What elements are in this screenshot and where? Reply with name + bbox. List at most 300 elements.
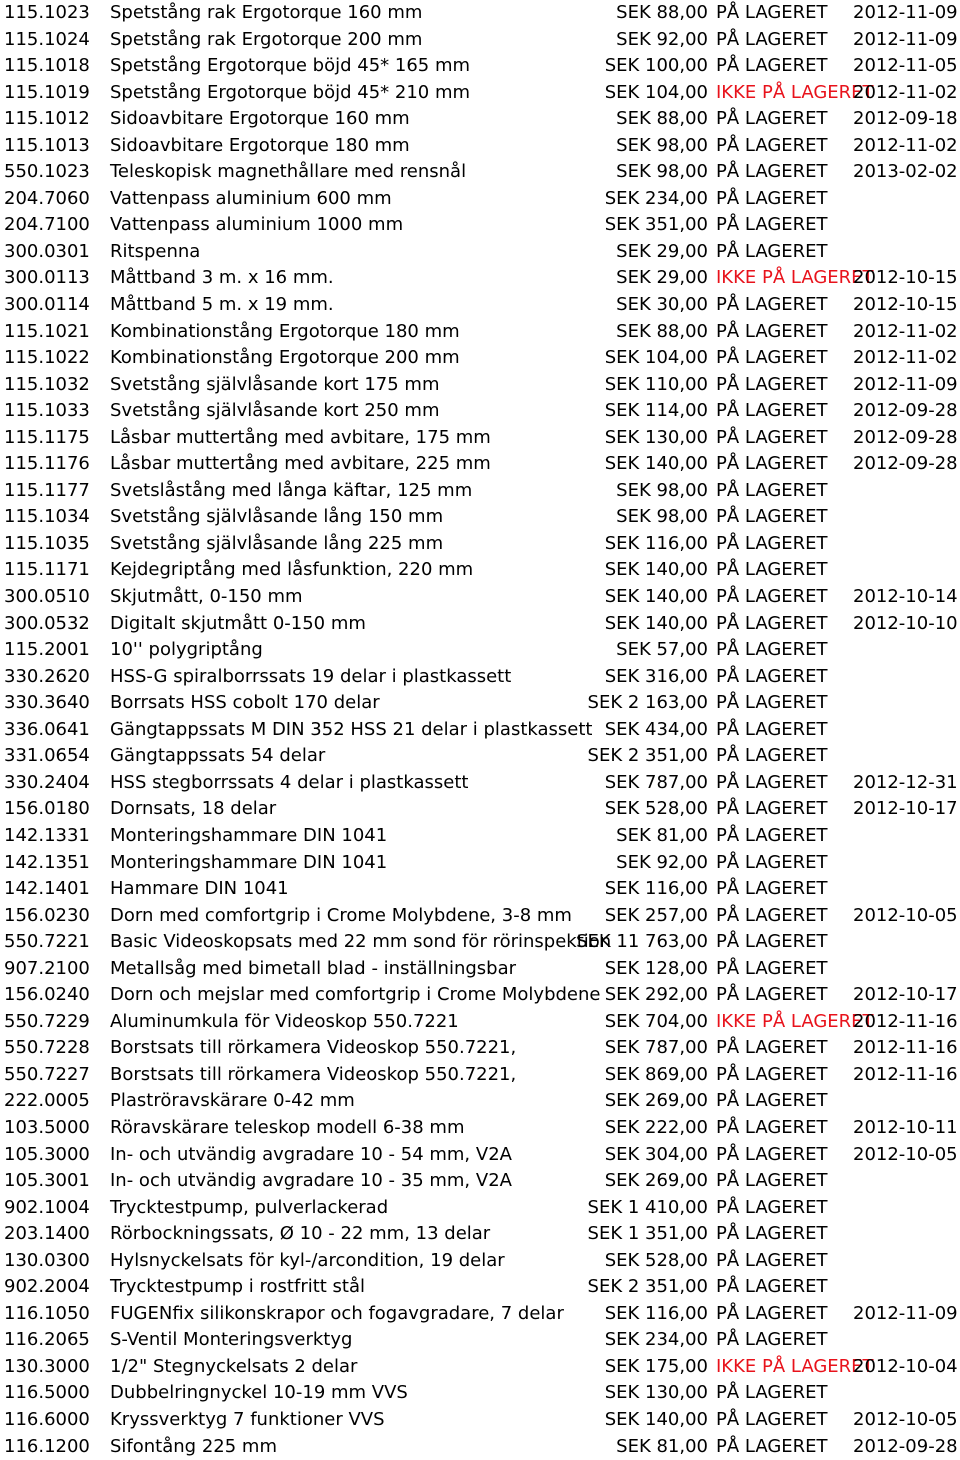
delivery-date: 2012-10-15 (853, 294, 958, 316)
product-name: Sifontång 225 mm (110, 1435, 277, 1457)
delivery-date: 2012-11-09 (853, 2, 958, 23)
product-price: SEK 140,00 (604, 559, 708, 581)
delivery-date: 2012-11-02 (853, 347, 958, 369)
product-name: Svetstång självlåsande kort 250 mm (110, 400, 440, 422)
product-name: HSS stegborrssats 4 delar i plastkassett (110, 771, 469, 793)
product-code: 156.0240 (4, 984, 90, 1006)
product-price: SEK 292,00 (604, 984, 708, 1006)
product-code: 300.0532 (4, 612, 90, 634)
stock-status: PÅ LAGERET (716, 1249, 828, 1271)
stock-status: PÅ LAGERET (716, 1276, 828, 1298)
product-code: 907.2100 (4, 957, 90, 979)
product-code: 103.5000 (4, 1116, 90, 1138)
product-price: SEK 116,00 (604, 1302, 708, 1324)
product-code: 550.7227 (4, 1063, 90, 1085)
product-row (0, 770, 960, 797)
product-name: Sidoavbitare Ergotorque 180 mm (110, 134, 410, 156)
product-price: SEK 98,00 (616, 479, 708, 501)
product-code: 204.7060 (4, 187, 90, 209)
product-price: SEK 2 351,00 (587, 745, 708, 767)
product-price: SEK 704,00 (604, 1010, 708, 1032)
product-row (0, 239, 960, 266)
product-row (0, 80, 960, 107)
product-row (0, 850, 960, 877)
product-price: SEK 81,00 (616, 1435, 708, 1457)
delivery-date: 2012-11-16 (853, 1010, 958, 1032)
product-code: 115.1035 (4, 532, 90, 554)
product-row (0, 929, 960, 956)
product-name: In- och utvändig avgradare 10 - 54 mm, V2A (110, 1143, 512, 1165)
stock-status: PÅ LAGERET (716, 1223, 828, 1245)
stock-status: PÅ LAGERET (716, 108, 828, 130)
product-name: Monteringshammare DIN 1041 (110, 824, 388, 846)
product-price: SEK 787,00 (604, 771, 708, 793)
product-row (0, 584, 960, 611)
product-row (0, 982, 960, 1009)
stock-status: PÅ LAGERET (716, 957, 828, 979)
stock-status: PÅ LAGERET (716, 1143, 828, 1165)
product-price: SEK 140,00 (604, 612, 708, 634)
product-name: Sidoavbitare Ergotorque 160 mm (110, 108, 410, 130)
stock-status: PÅ LAGERET (716, 373, 828, 395)
product-name: Dubbelringnyckel 10-19 mm VVS (110, 1382, 408, 1404)
stock-status: PÅ LAGERET (716, 745, 828, 767)
product-name: Vattenpass aluminium 1000 mm (110, 214, 404, 236)
product-name: Spetstång Ergotorque böjd 45* 165 mm (110, 55, 471, 77)
product-price: SEK 88,00 (616, 320, 708, 342)
product-row (0, 212, 960, 239)
stock-status: PÅ LAGERET (716, 161, 828, 183)
stock-status: PÅ LAGERET (716, 1170, 828, 1192)
stock-status: PÅ LAGERET (716, 665, 828, 687)
stock-status: PÅ LAGERET (716, 692, 828, 714)
product-row (0, 1168, 960, 1195)
product-code: 330.2620 (4, 665, 90, 687)
stock-status: PÅ LAGERET (716, 1382, 828, 1404)
delivery-date: 2012-09-18 (853, 108, 958, 130)
product-row (0, 903, 960, 930)
product-price: SEK 116,00 (604, 878, 708, 900)
product-row (0, 372, 960, 399)
product-code: 550.7229 (4, 1010, 90, 1032)
product-code: 130.0300 (4, 1249, 90, 1271)
product-code: 115.1175 (4, 426, 90, 448)
product-price: SEK 269,00 (604, 1090, 708, 1112)
product-row (0, 265, 960, 292)
product-name: Trycktestpump, pulverlackerad (110, 1196, 389, 1218)
delivery-date: 2012-11-09 (853, 28, 958, 50)
product-code: 115.1171 (4, 559, 90, 581)
product-price: SEK 88,00 (616, 2, 708, 23)
product-name: Spetstång rak Ergotorque 160 mm (110, 2, 423, 23)
product-row (0, 159, 960, 186)
stock-status: PÅ LAGERET (716, 612, 828, 634)
delivery-date: 2012-11-02 (853, 81, 958, 103)
delivery-date: 2012-11-02 (853, 320, 958, 342)
product-row (0, 611, 960, 638)
stock-status: PÅ LAGERET (716, 453, 828, 475)
product-row (0, 0, 960, 27)
product-name: FUGENfix silikonskrapor och fogavgradare, 7 delar (110, 1302, 564, 1324)
product-row (0, 1301, 960, 1328)
delivery-date: 2012-10-15 (853, 267, 958, 289)
stock-status: IKKE PÅ LAGERET (716, 81, 874, 103)
stock-status: PÅ LAGERET (716, 771, 828, 793)
product-code: 550.7228 (4, 1037, 90, 1059)
product-price: SEK 528,00 (604, 798, 708, 820)
product-price: SEK 88,00 (616, 108, 708, 130)
product-code: 105.3000 (4, 1143, 90, 1165)
stock-status: PÅ LAGERET (716, 1090, 828, 1112)
product-name: Spetstång Ergotorque böjd 45* 210 mm (110, 81, 471, 103)
product-price: SEK 434,00 (604, 718, 708, 740)
stock-status: PÅ LAGERET (716, 400, 828, 422)
product-code: 115.1024 (4, 28, 90, 50)
product-price: SEK 175,00 (604, 1355, 708, 1377)
stock-status: PÅ LAGERET (716, 824, 828, 846)
product-price: SEK 269,00 (604, 1170, 708, 1192)
stock-status: PÅ LAGERET (716, 1408, 828, 1430)
delivery-date: 2012-10-05 (853, 1143, 958, 1165)
delivery-date: 2012-11-16 (853, 1063, 958, 1085)
product-row (0, 186, 960, 213)
stock-status: PÅ LAGERET (716, 1116, 828, 1138)
product-name: Svetstång självlåsande kort 175 mm (110, 373, 440, 395)
product-row (0, 956, 960, 983)
product-name: Svetslåstång med långa käftar, 125 mm (110, 479, 473, 501)
product-name: Måttband 5 m. x 19 mm. (110, 294, 334, 316)
product-name: Kombinationstång Ergotorque 200 mm (110, 347, 460, 369)
stock-status: PÅ LAGERET (716, 134, 828, 156)
product-row (0, 1274, 960, 1301)
product-row (0, 292, 960, 319)
product-code: 105.3001 (4, 1170, 90, 1192)
stock-status: PÅ LAGERET (716, 931, 828, 953)
product-price: SEK 2 351,00 (587, 1276, 708, 1298)
stock-status: PÅ LAGERET (716, 347, 828, 369)
stock-status: PÅ LAGERET (716, 55, 828, 77)
product-name: Gängtappssats 54 delar (110, 745, 326, 767)
product-code: 300.0301 (4, 240, 90, 262)
product-row (0, 106, 960, 133)
product-name: HSS-G spiralborrssats 19 delar i plastkassett (110, 665, 512, 687)
product-row (0, 637, 960, 664)
product-row (0, 1248, 960, 1275)
product-row (0, 504, 960, 531)
product-code: 142.1351 (4, 851, 90, 873)
delivery-date: 2012-12-31 (853, 771, 958, 793)
delivery-date: 2012-11-02 (853, 134, 958, 156)
product-row (0, 1115, 960, 1142)
product-name: Dorn och mejslar med comfortgrip i Crome Molybdene (110, 984, 601, 1006)
product-row (0, 823, 960, 850)
product-row (0, 796, 960, 823)
delivery-date: 2012-10-05 (853, 904, 958, 926)
product-code: 550.7221 (4, 931, 90, 953)
product-code: 115.1033 (4, 400, 90, 422)
product-price: SEK 1 410,00 (587, 1196, 708, 1218)
product-price: SEK 234,00 (604, 1329, 708, 1351)
product-code: 300.0114 (4, 294, 90, 316)
delivery-date: 2012-09-28 (853, 453, 958, 475)
product-name: Vattenpass aluminium 600 mm (110, 187, 392, 209)
stock-status: PÅ LAGERET (716, 479, 828, 501)
product-price: SEK 114,00 (604, 400, 708, 422)
product-price: SEK 98,00 (616, 161, 708, 183)
product-code: 115.1034 (4, 506, 90, 528)
stock-status: IKKE PÅ LAGERET (716, 1010, 874, 1032)
product-code: 203.1400 (4, 1223, 90, 1245)
product-code: 222.0005 (4, 1090, 90, 1112)
product-price: SEK 57,00 (616, 639, 708, 661)
product-price: SEK 257,00 (604, 904, 708, 926)
product-code: 550.1023 (4, 161, 90, 183)
product-name: Borrsats HSS cobolt 170 delar (110, 692, 380, 714)
product-code: 116.2065 (4, 1329, 90, 1351)
stock-status: PÅ LAGERET (716, 1329, 828, 1351)
stock-status: PÅ LAGERET (716, 586, 828, 608)
product-row (0, 717, 960, 744)
product-name: Metallsåg med bimetall blad - inställningsbar (110, 957, 517, 979)
product-name: Plaströravskärare 0-42 mm (110, 1090, 355, 1112)
stock-status: PÅ LAGERET (716, 1435, 828, 1457)
product-price: SEK 316,00 (604, 665, 708, 687)
product-row (0, 1434, 960, 1460)
product-row (0, 1195, 960, 1222)
product-name: Måttband 3 m. x 16 mm. (110, 267, 334, 289)
product-price: SEK 116,00 (604, 532, 708, 554)
stock-status: IKKE PÅ LAGERET (716, 1355, 874, 1377)
product-price: SEK 104,00 (604, 347, 708, 369)
product-name: Teleskopisk magnethållare med rensnål (110, 161, 467, 183)
product-code: 115.1023 (4, 2, 90, 23)
stock-status: PÅ LAGERET (716, 798, 828, 820)
delivery-date: 2012-10-17 (853, 798, 958, 820)
product-code: 116.1050 (4, 1302, 90, 1324)
product-code: 902.2004 (4, 1276, 90, 1298)
delivery-date: 2012-11-09 (853, 1302, 958, 1324)
product-code: 115.1177 (4, 479, 90, 501)
delivery-date: 2012-10-10 (853, 612, 958, 634)
product-name: Rörbockningssats, Ø 10 - 22 mm, 13 delar (110, 1223, 491, 1245)
delivery-date: 2012-11-16 (853, 1037, 958, 1059)
product-row (0, 531, 960, 558)
delivery-date: 2012-09-28 (853, 1435, 958, 1457)
delivery-date: 2013-02-02 (853, 161, 958, 183)
product-name: Kejdegriptång med låsfunktion, 220 mm (110, 559, 474, 581)
product-code: 115.1021 (4, 320, 90, 342)
stock-status: PÅ LAGERET (716, 1196, 828, 1218)
stock-status: PÅ LAGERET (716, 28, 828, 50)
product-row (0, 1407, 960, 1434)
product-name: Borstsats till rörkamera Videoskop 550.7221, (110, 1063, 517, 1085)
product-code: 330.2404 (4, 771, 90, 793)
product-price: SEK 104,00 (604, 81, 708, 103)
product-name: Digitalt skjutmått 0-150 mm (110, 612, 366, 634)
product-row (0, 1088, 960, 1115)
stock-status: PÅ LAGERET (716, 240, 828, 262)
delivery-date: 2012-10-04 (853, 1355, 958, 1377)
product-price: SEK 140,00 (604, 1408, 708, 1430)
product-name: Monteringshammare DIN 1041 (110, 851, 388, 873)
product-code: 156.0230 (4, 904, 90, 926)
product-price: SEK 304,00 (604, 1143, 708, 1165)
product-price: SEK 140,00 (604, 453, 708, 475)
product-price: SEK 234,00 (604, 187, 708, 209)
product-code: 336.0641 (4, 718, 90, 740)
product-price: SEK 98,00 (616, 134, 708, 156)
stock-status: PÅ LAGERET (716, 2, 828, 23)
product-name: Spetstång rak Ergotorque 200 mm (110, 28, 423, 50)
product-price: SEK 140,00 (604, 586, 708, 608)
stock-status: PÅ LAGERET (716, 320, 828, 342)
product-row (0, 557, 960, 584)
product-row (0, 345, 960, 372)
product-row (0, 1142, 960, 1169)
product-row (0, 451, 960, 478)
product-price: SEK 92,00 (616, 28, 708, 50)
product-name: Basic Videoskopsats med 22 mm sond för rörinspektion (110, 931, 612, 953)
stock-status: PÅ LAGERET (716, 426, 828, 448)
product-code: 300.0113 (4, 267, 90, 289)
product-price: SEK 2 163,00 (587, 692, 708, 714)
product-code: 116.1200 (4, 1435, 90, 1457)
product-name: Kryssverktyg 7 funktioner VVS (110, 1408, 385, 1430)
product-name: Skjutmått, 0-150 mm (110, 586, 303, 608)
product-price: SEK 130,00 (604, 426, 708, 448)
product-row (0, 398, 960, 425)
product-name: Dorn med comfortgrip i Crome Molybdene, 3-8 mm (110, 904, 572, 926)
stock-status: PÅ LAGERET (716, 639, 828, 661)
stock-status: PÅ LAGERET (716, 878, 828, 900)
product-price: SEK 29,00 (616, 240, 708, 262)
product-price: SEK 100,00 (604, 55, 708, 77)
product-row (0, 1221, 960, 1248)
product-price: SEK 128,00 (604, 957, 708, 979)
product-row (0, 133, 960, 160)
product-code: 115.1176 (4, 453, 90, 475)
product-price: SEK 81,00 (616, 824, 708, 846)
delivery-date: 2012-09-28 (853, 400, 958, 422)
product-name: Låsbar muttertång med avbitare, 175 mm (110, 426, 491, 448)
product-row (0, 425, 960, 452)
product-row (0, 478, 960, 505)
product-name: Svetstång självlåsande lång 150 mm (110, 506, 444, 528)
product-price: SEK 869,00 (604, 1063, 708, 1085)
stock-status: PÅ LAGERET (716, 506, 828, 528)
product-price: SEK 92,00 (616, 851, 708, 873)
product-name: Röravskärare teleskop modell 6-38 mm (110, 1116, 465, 1138)
product-name: 1/2" Stegnyckelsats 2 delar (110, 1355, 358, 1377)
product-code: 300.0510 (4, 586, 90, 608)
product-name: Dornsats, 18 delar (110, 798, 277, 820)
product-row (0, 1354, 960, 1381)
product-code: 115.1013 (4, 134, 90, 156)
product-row (0, 319, 960, 346)
stock-status: PÅ LAGERET (716, 559, 828, 581)
stock-status: PÅ LAGERET (716, 294, 828, 316)
product-price: SEK 110,00 (604, 373, 708, 395)
product-price: SEK 29,00 (616, 267, 708, 289)
product-row (0, 743, 960, 770)
stock-status: PÅ LAGERET (716, 187, 828, 209)
product-code: 330.3640 (4, 692, 90, 714)
product-price: SEK 351,00 (604, 214, 708, 236)
product-row (0, 1327, 960, 1354)
product-price: SEK 98,00 (616, 506, 708, 528)
product-price: SEK 1 351,00 (587, 1223, 708, 1245)
delivery-date: 2012-11-09 (853, 373, 958, 395)
stock-status: PÅ LAGERET (716, 1037, 828, 1059)
product-name: Hylsnyckelsats för kyl-/arcondition, 19 delar (110, 1249, 505, 1271)
stock-status: PÅ LAGERET (716, 851, 828, 873)
product-row (0, 690, 960, 717)
product-name: Kombinationstång Ergotorque 180 mm (110, 320, 460, 342)
product-row (0, 876, 960, 903)
product-name: Gängtappssats M DIN 352 HSS 21 delar i plastkassett (110, 718, 593, 740)
product-row (0, 1035, 960, 1062)
product-row (0, 53, 960, 80)
product-name: Låsbar muttertång med avbitare, 225 mm (110, 453, 491, 475)
product-price: SEK 528,00 (604, 1249, 708, 1271)
product-row (0, 664, 960, 691)
product-code: 115.2001 (4, 639, 90, 661)
product-code: 130.3000 (4, 1355, 90, 1377)
delivery-date: 2012-10-11 (853, 1116, 958, 1138)
product-price: SEK 787,00 (604, 1037, 708, 1059)
product-name: 10'' polygriptång (110, 639, 263, 661)
stock-status: PÅ LAGERET (716, 214, 828, 236)
product-code: 204.7100 (4, 214, 90, 236)
product-name: Borstsats till rörkamera Videoskop 550.7221, (110, 1037, 517, 1059)
delivery-date: 2012-10-14 (853, 586, 958, 608)
product-code: 902.1004 (4, 1196, 90, 1218)
product-row (0, 1009, 960, 1036)
product-name: In- och utvändig avgradare 10 - 35 mm, V2A (110, 1170, 512, 1192)
delivery-date: 2012-09-28 (853, 426, 958, 448)
stock-status: PÅ LAGERET (716, 904, 828, 926)
product-price: SEK 130,00 (604, 1382, 708, 1404)
product-name: Trycktestpump i rostfritt stål (110, 1276, 366, 1298)
product-code: 115.1022 (4, 347, 90, 369)
product-code: 115.1032 (4, 373, 90, 395)
product-code: 115.1012 (4, 108, 90, 130)
product-code: 115.1018 (4, 55, 90, 77)
product-row (0, 1380, 960, 1407)
product-code: 116.5000 (4, 1382, 90, 1404)
product-code: 115.1019 (4, 81, 90, 103)
product-price: SEK 30,00 (616, 294, 708, 316)
stock-status: PÅ LAGERET (716, 1063, 828, 1085)
product-code: 331.0654 (4, 745, 90, 767)
product-code: 142.1401 (4, 878, 90, 900)
product-row (0, 27, 960, 54)
product-price: SEK 11 763,00 (576, 931, 708, 953)
stock-status: PÅ LAGERET (716, 718, 828, 740)
product-name: Aluminumkula för Videoskop 550.7221 (110, 1010, 459, 1032)
product-name: Ritspenna (110, 240, 201, 262)
product-name: S-Ventil Monteringsverktyg (110, 1329, 353, 1351)
product-price: SEK 222,00 (604, 1116, 708, 1138)
delivery-date: 2012-10-17 (853, 984, 958, 1006)
product-row (0, 1062, 960, 1089)
stock-status: IKKE PÅ LAGERET (716, 267, 874, 289)
delivery-date: 2012-10-05 (853, 1408, 958, 1430)
product-code: 142.1331 (4, 824, 90, 846)
product-name: Hammare DIN 1041 (110, 878, 289, 900)
product-code: 116.6000 (4, 1408, 90, 1430)
stock-status: PÅ LAGERET (716, 532, 828, 554)
